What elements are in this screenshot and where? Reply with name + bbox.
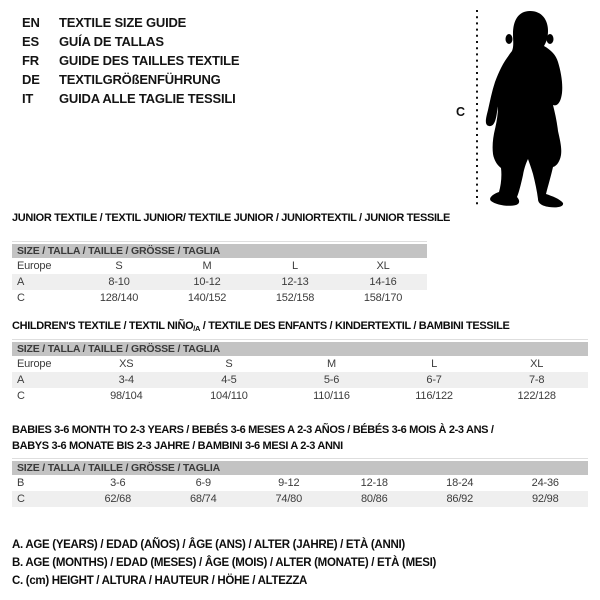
footnote-age-years: A. AGE (YEARS) / EDAD (AÑOS) / ÂGE (ANS) / ALTER (JAHRE) / ETÀ (ANNI) — [12, 539, 405, 551]
language-row-en — [22, 13, 239, 32]
value-cell: 80/86 — [360, 493, 388, 505]
babies-months-row — [12, 475, 588, 491]
language-code: DE — [22, 72, 40, 87]
value-cell: 10-12 — [193, 276, 221, 288]
children-europe-row — [12, 356, 588, 372]
value-cell: 110/116 — [313, 390, 350, 402]
baby-silhouette — [486, 11, 563, 207]
language-code: IT — [22, 91, 34, 106]
value-cell: 5-6 — [323, 374, 340, 386]
junior-size-table — [12, 241, 427, 306]
language-code: FR — [22, 53, 39, 68]
value-cell: 128/140 — [99, 292, 139, 304]
value-cell: 6-7 — [426, 374, 442, 386]
language-label: TEXTILE SIZE GUIDE — [59, 15, 187, 30]
language-code: ES — [22, 34, 39, 49]
value-cell: 3-4 — [118, 374, 134, 386]
language-list — [22, 13, 239, 108]
value-cell: 6-9 — [195, 477, 211, 489]
language-label: GUÍA DE TALLAS — [59, 34, 164, 49]
row-label: A — [17, 374, 25, 386]
children-height-row — [12, 388, 588, 404]
value-cell: 68/74 — [189, 493, 217, 505]
babies-section-title — [12, 422, 494, 454]
children-size-bar: SIZE / TALLA / TAILLE / GRÖSSE / TAGLIA — [12, 342, 588, 356]
junior-height-row — [12, 290, 427, 306]
footnote-age-months: B. AGE (MONTHS) / EDAD (MESES) / ÂGE (MOIS) / ALTER (MONATE) / ETÀ (MESI) — [12, 557, 437, 569]
children-title-post: / TEXTILE DES ENFANTS / KINDERTEXTIL / BAMBINI TESSILE — [200, 320, 510, 332]
language-row-de — [22, 70, 239, 89]
value-cell: 4-5 — [221, 374, 237, 386]
size-cell: L — [431, 358, 438, 370]
size-cell: XL — [376, 260, 390, 272]
language-code: EN — [22, 15, 40, 30]
row-label: A — [17, 276, 25, 288]
footnotes — [12, 536, 436, 590]
row-label: Europe — [17, 260, 52, 272]
language-row-fr — [22, 51, 239, 70]
table-top-rule — [12, 241, 427, 242]
table-top-rule — [12, 339, 588, 340]
value-cell: 24-36 — [531, 477, 559, 489]
value-cell: 14-16 — [369, 276, 397, 288]
babies-title-line1: BABIES 3-6 MONTH TO 2-3 YEARS / BEBÉS 3-6 MESES A 2-3 AÑOS / BÉBÉS 3-6 MOIS À 2-3 ANS / — [12, 424, 494, 436]
height-measure-label: C — [456, 105, 466, 119]
junior-europe-row — [12, 258, 427, 274]
value-cell: 140/152 — [187, 292, 227, 304]
value-cell: 7-8 — [529, 374, 545, 386]
value-cell: 86/92 — [446, 493, 474, 505]
junior-size-bar: SIZE / TALLA / TAILLE / GRÖSSE / TAGLIA — [12, 244, 427, 258]
value-cell: 9-12 — [278, 477, 300, 489]
value-cell: 104/110 — [210, 390, 248, 402]
row-label: C — [17, 292, 25, 304]
children-title-subscript: /A — [193, 324, 201, 333]
value-cell: 158/170 — [363, 292, 403, 304]
value-cell: 116/122 — [415, 390, 453, 402]
babies-title-line2: BABYS 3-6 MONATE BIS 2-3 JAHRE / BAMBINI 3-6 MESI A 2-3 ANNI — [12, 440, 343, 452]
size-cell: XL — [530, 358, 544, 370]
language-label: TEXTILGRÖßENFÜHRUNG — [59, 72, 221, 87]
row-label: B — [17, 477, 25, 489]
size-cell: XS — [119, 358, 134, 370]
children-size-table — [12, 339, 588, 404]
value-cell: 122/128 — [517, 390, 556, 402]
baby-figure — [440, 0, 600, 220]
row-label: C — [17, 390, 25, 402]
size-cell: L — [292, 260, 298, 272]
language-row-it — [22, 89, 239, 108]
value-cell: 12-18 — [360, 477, 388, 489]
value-cell: 18-24 — [446, 477, 474, 489]
value-cell: 152/158 — [275, 292, 315, 304]
value-cell: 98/104 — [110, 390, 143, 402]
row-label: Europe — [17, 358, 52, 370]
value-cell: 12-13 — [281, 276, 309, 288]
children-title-pre: CHILDREN'S TEXTILE / TEXTIL NIÑO — [12, 320, 194, 332]
children-section-title — [12, 320, 509, 333]
junior-age-row — [12, 274, 427, 290]
babies-height-row — [12, 491, 588, 507]
table-top-rule — [12, 458, 588, 459]
value-cell: 8-10 — [108, 276, 130, 288]
junior-section-title: JUNIOR TEXTILE / TEXTIL JUNIOR/ TEXTILE JUNIOR / JUNIORTEXTIL / JUNIOR TESSILE — [12, 212, 451, 224]
size-cell: S — [115, 260, 123, 272]
language-label: GUIDE DES TAILLES TEXTILE — [59, 53, 240, 68]
value-cell: 62/68 — [104, 493, 132, 505]
babies-size-bar: SIZE / TALLA / TAILLE / GRÖSSE / TAGLIA — [12, 461, 588, 475]
row-label: C — [17, 493, 25, 505]
value-cell: 74/80 — [275, 493, 303, 505]
value-cell: 92/98 — [531, 493, 559, 505]
size-cell: M — [327, 358, 336, 370]
children-age-row — [12, 372, 588, 388]
language-row-es — [22, 32, 239, 51]
babies-size-table — [12, 458, 588, 507]
size-cell: M — [202, 260, 212, 272]
value-cell: 3-6 — [110, 477, 126, 489]
language-label: GUIDA ALLE TAGLIE TESSILI — [59, 91, 236, 106]
size-cell: S — [225, 358, 233, 370]
footnote-height-cm: C. (cm) HEIGHT / ALTURA / HAUTEUR / HÖHE / ALTEZZA — [12, 575, 308, 587]
baby-ear-left — [506, 34, 513, 44]
